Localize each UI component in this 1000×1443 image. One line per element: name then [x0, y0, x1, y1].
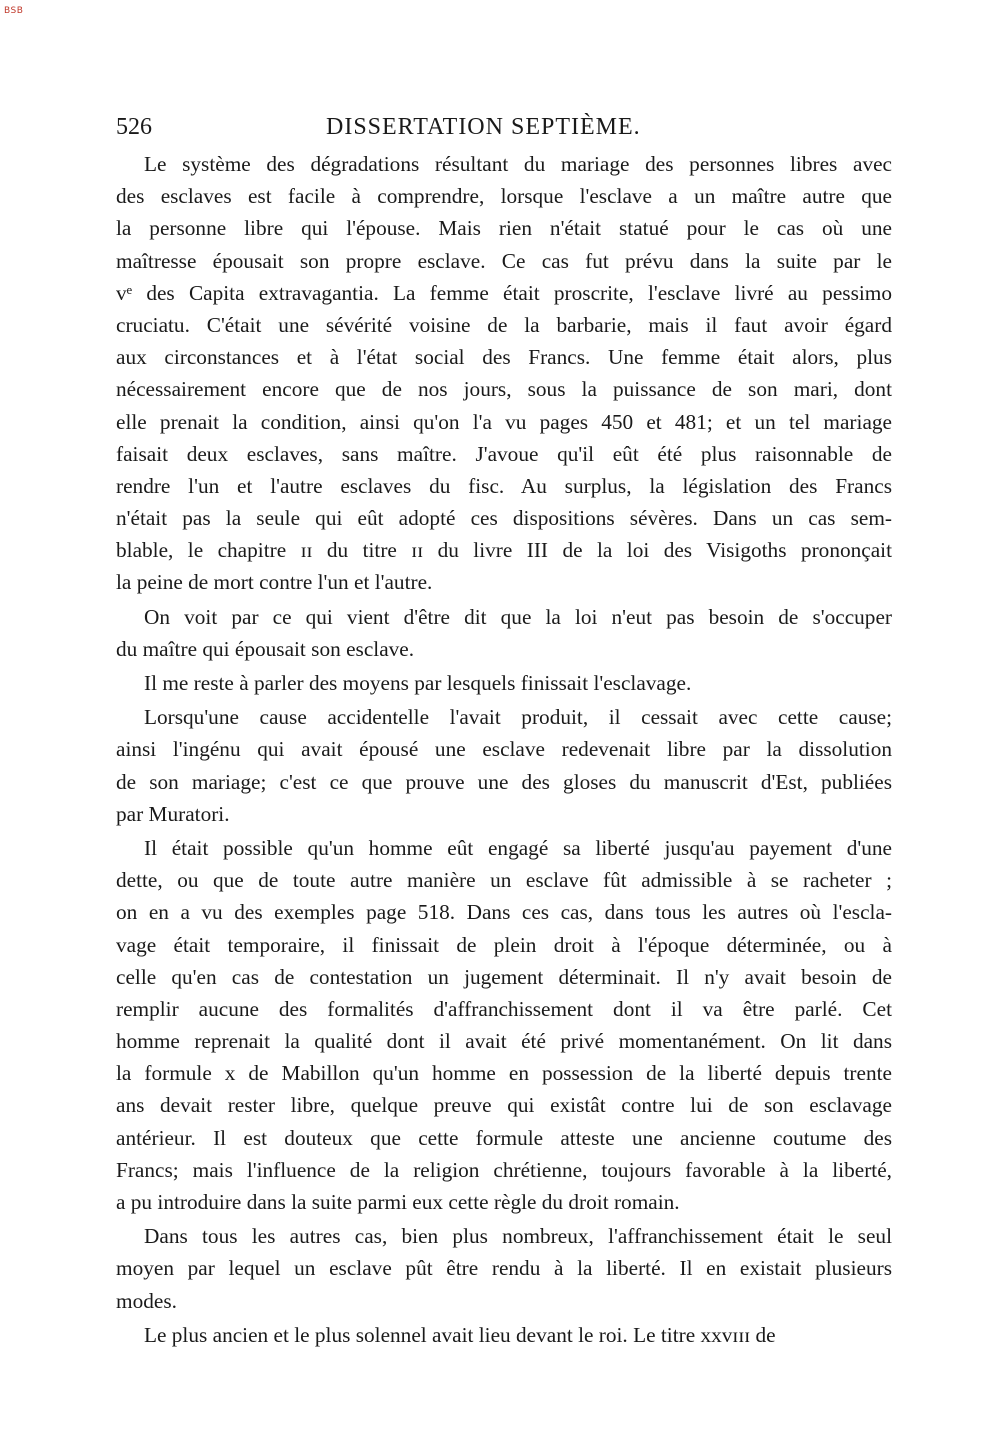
text-line: des esclaves est facile à comprendre, lorsque l'esclave a un maître autre que — [116, 184, 892, 209]
text-line: n'était pas la seule qui eût adopté ces dispositions sévères. Dans un cas sem- — [116, 506, 892, 531]
page-header — [116, 112, 892, 142]
paragraph — [116, 1220, 892, 1317]
text-line: moyen par lequel un esclave pût être rendu à la liberté. Il en existait plusieurs — [116, 1256, 892, 1281]
text-line: maîtresse épousait son propre esclave. Ce cas fut prévu dans la suite par le — [116, 248, 892, 273]
text-line: Francs; mais l'influence de la religion chrétienne, toujours favorable à la liberté, — [116, 1157, 892, 1182]
text-line: vᵉ des Capita extravagantia. La femme était proscrite, l'esclave livré au pessimo — [116, 280, 892, 305]
text-line: aux circonstances et à l'état social des Francs. Une femme était alors, plus — [116, 345, 892, 370]
text-line: du maître qui épousait son esclave. — [116, 636, 415, 661]
paragraph — [116, 701, 892, 830]
page-number: 526 — [116, 114, 152, 140]
text-line: Lorsqu'une cause accidentelle l'avait produit, il cessait avec cette cause; — [144, 705, 892, 730]
text-line: on en a vu des exemples page 518. Dans ces cas, dans tous les autres où l'escla- — [116, 900, 892, 925]
text-line: ans devait rester libre, quelque preuve qui existât contre lui de son esclavage — [116, 1093, 892, 1118]
text-line: dette, ou que de toute autre manière un esclave fût admissible à se racheter ; — [116, 868, 892, 893]
text-line: Le plus ancien et le plus solennel avait lieu devant le roi. Le titre xxvɪɪɪ de — [144, 1322, 776, 1347]
text-line: Il était possible qu'un homme eût engagé sa liberté jusqu'au payement d'une — [144, 835, 892, 860]
text-line: blable, le chapitre ɪɪ du titre ɪɪ du livre III de la loi des Visigoths prononçait — [116, 538, 892, 563]
running-title: DISSERTATION SEPTIÈME. — [326, 114, 641, 140]
paragraph — [116, 1319, 892, 1351]
text-line: rendre l'un et l'autre esclaves du fisc. Au surplus, la législation des Francs — [116, 473, 892, 498]
text-line: de son mariage; c'est ce que prouve une des gloses du manuscrit d'Est, publiées — [116, 769, 892, 794]
text-line: nécessairement encore que de nos jours, sous la puissance de son mari, dont — [116, 377, 892, 402]
text-line: elle prenait la condition, ainsi qu'on l'a vu pages 450 et 481; et un tel mariage — [116, 409, 892, 434]
text-line: la formule x de Mabillon qu'un homme en possession de la liberté depuis trente — [116, 1061, 892, 1086]
text-line: modes. — [116, 1288, 177, 1313]
text-line: On voit par ce qui vient d'être dit que la loi n'eut pas besoin de s'occuper — [144, 604, 892, 629]
text-line: la peine de mort contre l'un et l'autre. — [116, 570, 433, 595]
text-line: celle qu'en cas de contestation un jugement déterminait. Il n'y avait besoin de — [116, 964, 892, 989]
text-line: Dans tous les autres cas, bien plus nombreux, l'affranchissement était le seul — [144, 1224, 892, 1249]
body-text — [116, 148, 892, 1351]
text-line: antérieur. Il est douteux que cette formule atteste une ancienne coutume des — [116, 1125, 892, 1150]
paragraph — [116, 832, 892, 1218]
text-line: remplir aucune des formalités d'affranchissement dont il va être parlé. Cet — [116, 996, 892, 1021]
text-line: par Muratori. — [116, 801, 230, 826]
paragraph — [116, 601, 892, 665]
paragraph — [116, 667, 892, 699]
text-line: Il me reste à parler des moyens par lesquels finissait l'esclavage. — [144, 671, 692, 695]
text-line: a pu introduire dans la suite parmi eux cette règle du droit romain. — [116, 1190, 680, 1214]
paragraph — [116, 148, 892, 599]
library-watermark: BSB — [4, 6, 24, 16]
text-line: Le système des dégradations résultant du mariage des personnes libres avec — [144, 152, 892, 176]
text-line: ainsi l'ingénu qui avait épousé une esclave redevenait libre par la dissolution — [116, 737, 892, 762]
text-line: la personne libre qui l'épouse. Mais rien n'était statué pour le cas où une — [116, 216, 892, 241]
text-line: faisait deux esclaves, sans maître. J'avoue qu'il eût été plus raisonnable de — [116, 441, 892, 466]
text-line: homme reprenait la qualité dont il avait été privé momentanément. On lit dans — [116, 1029, 892, 1054]
text-line: cruciatu. C'était une sévérité voisine de la barbarie, mais il faut avoir égard — [116, 312, 892, 337]
text-line: vage était temporaire, il finissait de plein droit à l'époque déterminée, ou à — [116, 932, 892, 957]
